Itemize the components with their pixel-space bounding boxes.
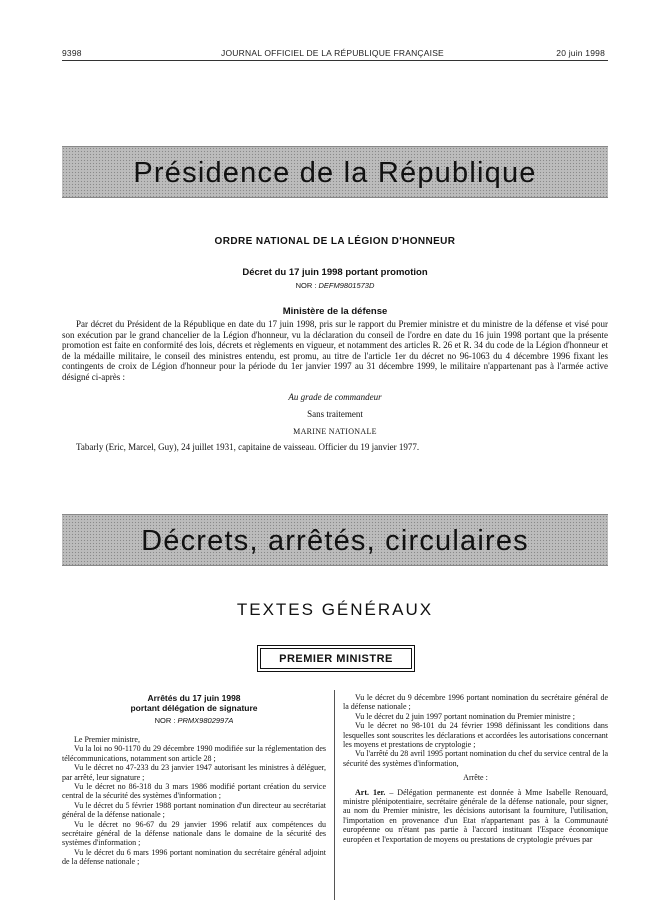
article-1-label: Art. 1er. (355, 787, 386, 797)
list-item: Vu le décret no 86-318 du 3 mars 1986 modifié portant création du service central de la sécurité des systèmes d'information ; (62, 782, 326, 801)
header-rule (62, 60, 608, 61)
article-1-text: – Délégation permanente est donnée à Mme Isabelle Renouard, ministre plénipotentiaire, secrétaire générale de la défense nationale, pour signer, au nom du Premier ministre, les décisions autorisant la fourniture, l'utilisation, l'importation en provenance d'un Etat n'appartenant pas à la Communauté européenne ou n'étant pas partie à l'accord instituant l'Espace économique européen et l'exportation de moyens ou prestations de cryptologie prévues par (343, 787, 609, 844)
list-item: Vu le décret no 96-67 du 29 janvier 1996 relatif aux compétences du secrétaire général de la défense nationale dans le domaine de la sécurité des systèmes d'information ; (62, 819, 326, 848)
arretes-title-line2: portant délégation de signature (130, 703, 258, 713)
arretes-nor (62, 716, 326, 725)
section-banner-decrets (62, 514, 608, 566)
tabarly-line: Tabarly (Eric, Marcel, Guy), 24 juillet 1931, capitaine de vaisseau. Officier du 19 janvier 1977. (76, 442, 420, 452)
page-number: 9398 (62, 48, 82, 58)
list-item: Vu le décret du 5 février 1988 portant nomination d'un directeur au secrétariat général de la défense nationale ; (62, 800, 326, 820)
left-column (62, 735, 326, 867)
issue-date: 20 juin 1998 (556, 48, 605, 58)
list-item: Vu le décret du 2 juin 1997 portant nomination du Premier ministre ; (355, 711, 575, 721)
order-title: ORDRE NATIONAL DE LA LÉGION D'HONNEUR (214, 236, 456, 247)
textes-generaux-heading: TEXTES GÉNÉRAUX (236, 600, 434, 619)
decree-title: Décret du 17 juin 1998 portant promotion (242, 267, 428, 278)
nor-code: PRMX9802997A (177, 716, 234, 725)
list-item: Le Premier ministre, (74, 735, 140, 744)
list-item: Vu le décret du 9 décembre 1996 portant nomination du secrétaire général de la défense nationale ; (343, 693, 608, 712)
arretes-title-line1: Arrêtés du 17 juin 1998 (147, 693, 241, 703)
banner-title: Décrets, arrêtés, circulaires (141, 524, 529, 557)
column-divider (334, 690, 335, 900)
decree-paragraph: Par décret du Président de la République en date du 17 juin 1998, pris sur le rapport du Premier ministre et du ministre de la défense et visé pour son exécution par le grand chancelier de la Légion d'honneur, vu la déclaration du conseil de l'ordre en date du 16 juin 1998 portant que la présente promotion est faite en conformité des lois, décrets et règlements en vigueur, et notamment des articles R. 26 et R. 34 du code de la Légion d'honneur et de la médaille militaire, le conseil des ministres entendu, est promu, au titre de l'article 1er du décret no 96-1063 du 4 décembre 1996 fixant les contingents de croix de Légion d'honneur pour la période du 1er janvier 1997 au 31 décembre 1999, le militaire n'appartenant pas à l'armée active désigné ci-après : (62, 319, 608, 382)
decree-nor (62, 281, 608, 290)
article-1 (343, 788, 608, 844)
list-item: Vu le décret no 98-101 du 24 février 1998 définissant les conditions dans lesquelles sont souscrites les déclarations et accordées les autorisations concernant les moyens et prestations de cryptologie ; (343, 721, 608, 750)
arrete-label: Arrête : (463, 773, 488, 783)
right-column (343, 693, 608, 844)
nor-code: DEFM9801573D (318, 281, 375, 290)
nor-label: NOR : (154, 716, 178, 725)
nor-label: NOR : (295, 281, 319, 290)
banner-title: Présidence de la République (133, 156, 537, 189)
sans-traitement-line: Sans traitement (307, 409, 363, 419)
section-banner-presidence (62, 146, 608, 198)
ministry-title: Ministère de la défense (282, 306, 388, 317)
journal-title: JOURNAL OFFICIEL DE LA RÉPUBLIQUE FRANÇAISE (221, 48, 444, 58)
list-item: Vu la loi no 90-1170 du 29 décembre 1990 modifiée sur la réglementation des télécommunications, notamment son article 28 ; (62, 744, 326, 763)
premier-ministre-box: PREMIER MINISTRE (260, 648, 412, 669)
marine-line: MARINE NATIONALE (293, 427, 377, 436)
list-item: Vu l'arrêté du 28 avril 1995 portant nomination du chef du service central de la sécurité des systèmes d'information, (343, 749, 608, 768)
list-item: Vu le décret du 6 mars 1996 portant nomination du secrétaire général adjoint de la défense nationale ; (62, 847, 326, 867)
grade-line: Au grade de commandeur (288, 392, 382, 402)
list-item: Vu le décret no 47-233 du 23 janvier 1947 autorisant les ministres à déléguer, par arrêté, leur signature ; (62, 763, 326, 782)
